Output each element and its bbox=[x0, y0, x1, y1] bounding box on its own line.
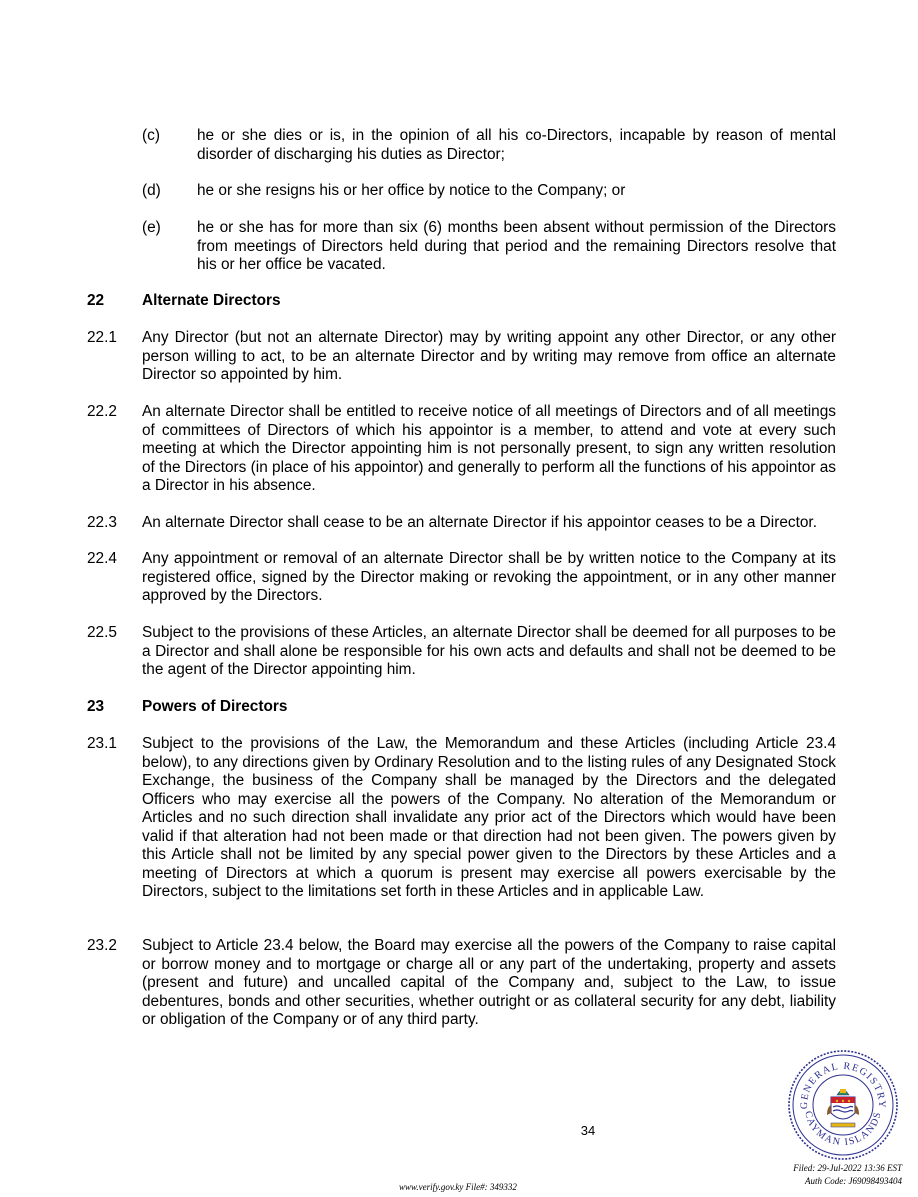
clause-text: Any Director (but not an alternate Director) may by writing appoint any other Director, or any other person willing to act, to be an alternate Director and by writing may remove from office an alternate Director so appointed by him. bbox=[142, 329, 836, 383]
section-title: Powers of Directors bbox=[142, 698, 288, 715]
clause-text: Subject to the provisions of these Articles, an alternate Director shall be deemed for all purposes to be a Director and shall alone be responsible for his own acts and defaults and shall not be deemed to be the agent of the Director appointing him. bbox=[142, 624, 836, 678]
clause-23-2 bbox=[87, 937, 836, 1030]
clause-22-2 bbox=[87, 403, 836, 496]
subclause-c bbox=[142, 127, 836, 164]
clause-22-5 bbox=[87, 624, 836, 680]
clause-text: Subject to Article 23.4 below, the Board may exercise all the powers of the Company to raise capital or borrow money and to mortgage or charge all or any part of the undertaking, property and assets (present and future) and uncalled capital of the Company and, subject to the Law, to issue debentures, bonds and other securities, whether outright or as collateral security for any debt, liability or obligation of the Company or of any third party. bbox=[142, 937, 836, 1028]
clause-number: 22.4 bbox=[87, 550, 117, 567]
subclause-e bbox=[142, 219, 836, 275]
section-heading-23 bbox=[87, 698, 836, 717]
section-number: 22 bbox=[87, 292, 105, 309]
subclause-label: (d) bbox=[142, 182, 161, 199]
clause-text: Any appointment or removal of an alternate Director shall be by written notice to the Company at its registered office, signed by the Director making or revoking the appointment, or in any other manner approved by the Directors. bbox=[142, 550, 836, 604]
clause-text: An alternate Director shall be entitled to receive notice of all meetings of Directors and of all meetings of committees of Directors of which his appointor is a member, to attend and vote at every such meeting at which the Director appointing him is not personally present, to sign any written resolution of the Directors (in place of his appointor) and generally to perform all the functions of his appointor as a Director in his absence. bbox=[142, 403, 836, 494]
clause-number: 22.2 bbox=[87, 403, 117, 420]
filing-stamp bbox=[786, 1162, 902, 1188]
clause-23-1 bbox=[87, 735, 836, 902]
subclause-label: (c) bbox=[142, 127, 160, 144]
section-number: 23 bbox=[87, 698, 105, 715]
clause-number: 22.5 bbox=[87, 624, 117, 641]
registry-seal-icon bbox=[787, 1049, 899, 1161]
page-number: 34 bbox=[580, 1123, 596, 1138]
clause-number: 22.1 bbox=[87, 329, 117, 346]
clause-number: 23.2 bbox=[87, 937, 117, 954]
clause-number: 23.1 bbox=[87, 735, 117, 752]
clause-22-4 bbox=[87, 550, 836, 606]
subclause-label: (e) bbox=[142, 219, 161, 236]
subclause-text: he or she has for more than six (6) months been absent without permission of the Directors from meetings of Directors held during that period and the remaining Directors resolve that his or her office be vacated. bbox=[197, 219, 836, 273]
seal-bottom-text: CAYMAN ISLANDS bbox=[802, 1110, 884, 1149]
verify-footer: www.verify.gov.ky File#: 349332 bbox=[399, 1182, 517, 1192]
subclause-d bbox=[142, 182, 836, 201]
filed-date: Filed: 29-Jul-2022 13:36 EST bbox=[793, 1163, 902, 1173]
subclause-text: he or she resigns his or her office by notice to the Company; or bbox=[197, 182, 626, 199]
clause-number: 22.3 bbox=[87, 514, 117, 531]
section-title: Alternate Directors bbox=[142, 292, 281, 309]
auth-code: Auth Code: J69098493404 bbox=[805, 1176, 902, 1186]
clause-22-3 bbox=[87, 514, 836, 533]
subclause-text: he or she dies or is, in the opinion of all his co-Directors, incapable by reason of mental disorder of discharging his duties as Director; bbox=[197, 127, 836, 163]
section-heading-22 bbox=[87, 292, 836, 311]
clause-text: An alternate Director shall cease to be an alternate Director if his appointor ceases to be a Director. bbox=[142, 514, 817, 531]
clause-text: Subject to the provisions of the Law, the Memorandum and these Articles (including Article 23.4 below), to any directions given by Ordinary Resolution and to the listing rules of any Designated Stock Exchange, the business of the Company shall be managed by the Directors and the delegated Officers who may exercise all the powers of the Company. No alteration of the Memorandum or Articles and no such direction shall invalidate any prior act of the Directors which would have been valid if that alteration had not been made or that direction had not been given. The powers given by this Article shall not be limited by any special power given to the Directors by these Articles and a meeting of Directors at which a quorum is present may exercise all powers exercisable by the Directors, subject to the limitations set forth in these Articles and in applicable Law. bbox=[142, 735, 836, 900]
seal-top-text: GENERAL REGISTRY bbox=[798, 1060, 888, 1110]
clause-22-1 bbox=[87, 329, 836, 385]
